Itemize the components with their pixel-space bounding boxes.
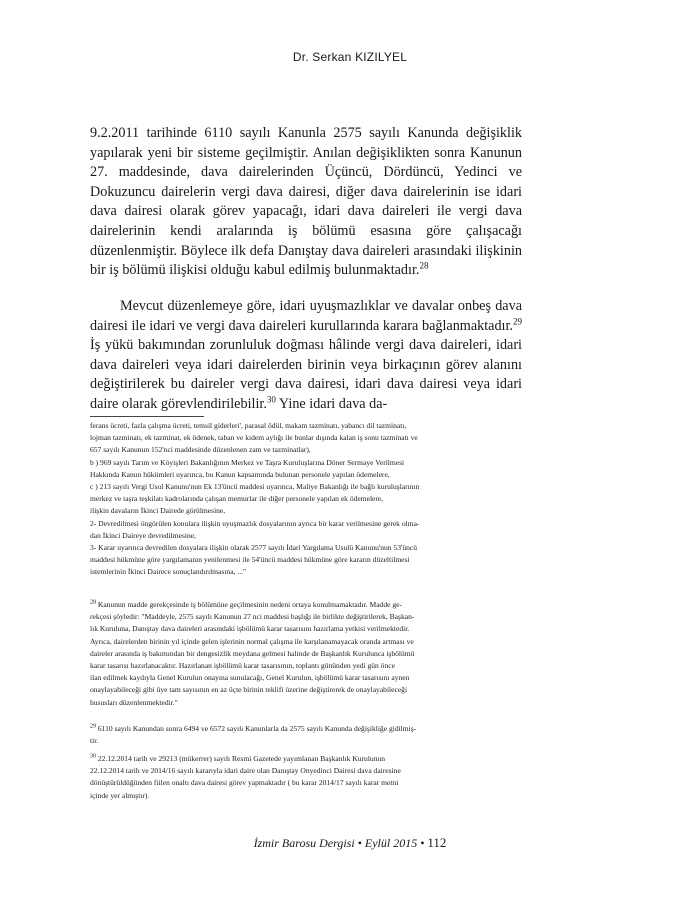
footnote-line: ferans ücreti, fazla çalışma ücreti, temsil giderleri', parasal ödül, makam tazminatı, yabancı dil tazminatı,	[90, 421, 407, 430]
footnote-line: merkez ve taşra teşkilatı kadrolarında çalışan memurlar ile diğer personele yapılan ek ödemelere,	[90, 494, 384, 504]
footnote-text: 22.12.2014 tarih ve 29213 (mükerrer) sayılı Resmi Gazetede yayımlanan Başkanlık Kurulunun	[96, 754, 386, 763]
footnote-divider	[90, 416, 204, 417]
paragraph-2-text-c: Yine idari dava da-	[275, 395, 388, 412]
footnote-line: maddesi hükmüne göre yargılamanın yenilenmesi ile 54'üncü maddesi hükmüne göre kararın düzeltilmesi	[90, 555, 410, 565]
footnote-line: 2- Devredilmesi öngörülen konulara ilişkin uyuşmazlık dosyalarının ayrıca bir karar verilmesine gerek olma-	[90, 518, 420, 528]
footnote-line	[90, 753, 522, 765]
footnote-line: 3- Karar uyarınca devredilen dosyalara ilişkin olarak 2577 sayılı İdari Yargılama Usulü Kanunu'nun 53'üncü	[90, 543, 418, 553]
footnote-line: tir.	[90, 736, 99, 746]
footnote-line: ilan edilmek kaydıyla Genel Kurulun onayına sunulacağı, Genel Kurulun, işbölümü karar tasarısını aynen	[90, 673, 410, 683]
footnote-line: Ayrıca, dairelerden birinin yıl içinde gelen işlerinin normal çalışma ile karşılanamayacak oranda artması ve	[90, 636, 414, 646]
footnote-line: Hakkında Kanun hükümleri uyarınca, bu Kanun kapsamında bulunan personele yapılan ödemelere,	[90, 469, 390, 479]
page-footer	[0, 835, 700, 851]
footnote-line: 22.12.2014 tarih ve 2014/16 sayılı kararıyla idari daire olan Danıştay Onyedinci Dairesi dava dairesine	[90, 766, 401, 776]
running-header-author: Dr. Serkan KIZILYEL	[292, 50, 408, 64]
footnote-line	[90, 599, 522, 611]
footnote-line: c ) 213 sayılı Vergi Usul Kanunu'nun Ek 13'üncü maddesi uyarınca, Maliye Bakanlığı ile bağlı kuruluşlarının	[90, 482, 420, 492]
footnote-line: istemlerinin İkinci Dairece sonuçlandırılmasına, ..."	[90, 567, 247, 577]
journal-name: İzmir Barosu Dergisi • Eylül 2015 •	[253, 836, 425, 850]
footnote-line: rekçesi şöyledir: "Maddeyle, 2575 sayılı Kanunun 27 nci maddesi başlığı ile birlikte değiştirilerek, Başkan-	[90, 612, 415, 622]
footnote-28	[90, 599, 522, 709]
footnote-line: daireler arasında iş bakımından bir dengesizlik meydana gelmesi halinde de Başkanlık Kurulunca işbölümü	[90, 648, 415, 658]
paragraph-2-text-a: Mevcut düzenlemeye göre, idari uyuşmazlıklar ve davalar onbeş dava dairesi ile idari ve vergi dava daireleri kurullarında karara bağlanmaktadır.	[90, 298, 522, 334]
paragraph-2-text-b: İş yükü bakımından zorunluluk doğması hâlinde vergi dava daireleri, idari dava daireleri veya idari dairelerden birinin veya birkaçının görev alanını değiştirilerek bu daireler vergi dava dairesi, idari dava dairesi veya idari daire olarak görevlendirilebilir.	[90, 337, 522, 412]
footnote-continuation	[90, 420, 522, 579]
footnote-line: dan İkinci Daireye devredilmesine,	[90, 530, 197, 540]
footnote-line: lojman tazminatı, ek tazminat, ek ödenek, taban ve kıdem aylığı ile bunlar dışında kalan iş sonu tazminatı ve	[90, 433, 418, 443]
footnote-line: karar tasarısı hazırlanacaktır. Hazırlanan işbölümü karar tasarısının, toplantı gününden yedi gün önce	[90, 661, 395, 671]
footnote-ref-29[interactable]: 29	[513, 315, 522, 326]
footnote-line: içinde yer almıştır).	[90, 790, 150, 800]
footnote-ref-28[interactable]: 28	[419, 260, 429, 271]
page-number: 112	[427, 835, 447, 850]
body-paragraph-2	[90, 297, 522, 415]
footnote-line: b ) 969 sayılı Tarım ve Köyişleri Bakanlığının Merkez ve Taşra Kuruluşlarına Döner Sermaye Verilmesi	[90, 457, 405, 467]
footnote-30	[90, 753, 522, 802]
paragraph-1-text: 9.2.2011 tarihinde 6110 sayılı Kanunla 2575 sayılı Kanunda değişiklik yapılarak yeni bir sisteme geçilmiştir. Anılan değişiklikten sonra Kanunun 27. maddesinde, dava dairelerinden Üçüncü, Dördüncü, Yedinci ve Dokuzuncu dairelerin vergi dava dairesi, diğer dava dairelerinin ise idari dava dairesi olarak görev yapacağı, idari dava daireleri ile vergi dava dairelerinin kendi aralarında iş bölümü esasına göre çalışacağı düzenlenmiştir. Böylece ilk defa Danıştay dava daireleri arasındaki ilişkinin bir iş bölümü ilişkisi olduğu kabul edilmiş bulunmaktadır.	[90, 125, 522, 279]
footnote-29	[90, 723, 522, 747]
footnote-text: 6110 sayılı Kanundan sonra 6494 ve 6572 sayılı Kanunlarla da 2575 sayılı Kanunda değişikliğe gidilmiş-	[96, 724, 417, 733]
footnote-line: ilişkin davaların İkinci Dairede görülmesine,	[90, 506, 226, 516]
footnote-number: 30	[90, 753, 96, 760]
body-paragraph-1	[90, 124, 522, 281]
footnote-line: onaylayabileceği gibi üye tam sayısının en az üçte birinin teklifi üzerine değiştirerek de onaylayabileceği	[90, 685, 408, 695]
footnote-line: hususları düzenlenmektedir."	[90, 697, 178, 707]
footnote-text: Kanunun madde gerekçesinde iş bölümüne geçilmesinin nedeni ortaya konulmamaktadır. Madde ge-	[96, 600, 402, 609]
footnote-ref-30[interactable]: 30	[266, 394, 276, 405]
footnote-line: 657 sayılı Kanunun 152'nci maddesinde düzenlenen zam ve tazminatlar),	[90, 445, 311, 455]
footnote-number: 29	[90, 723, 96, 730]
footnote-line: dönüştürüldüğünden fiilen onaltı dava dairesi görev yapmaktadır ( bu karar 2014/17 sayılı karar metni	[90, 778, 399, 788]
footnote-number: 28	[90, 599, 96, 606]
footnote-line	[90, 723, 522, 735]
footnote-line: lık Kuruluna, Danıştay dava daireleri arasındaki işbölümü karar tasarısını hazırlama yetkisi verilmektedir.	[90, 624, 410, 634]
